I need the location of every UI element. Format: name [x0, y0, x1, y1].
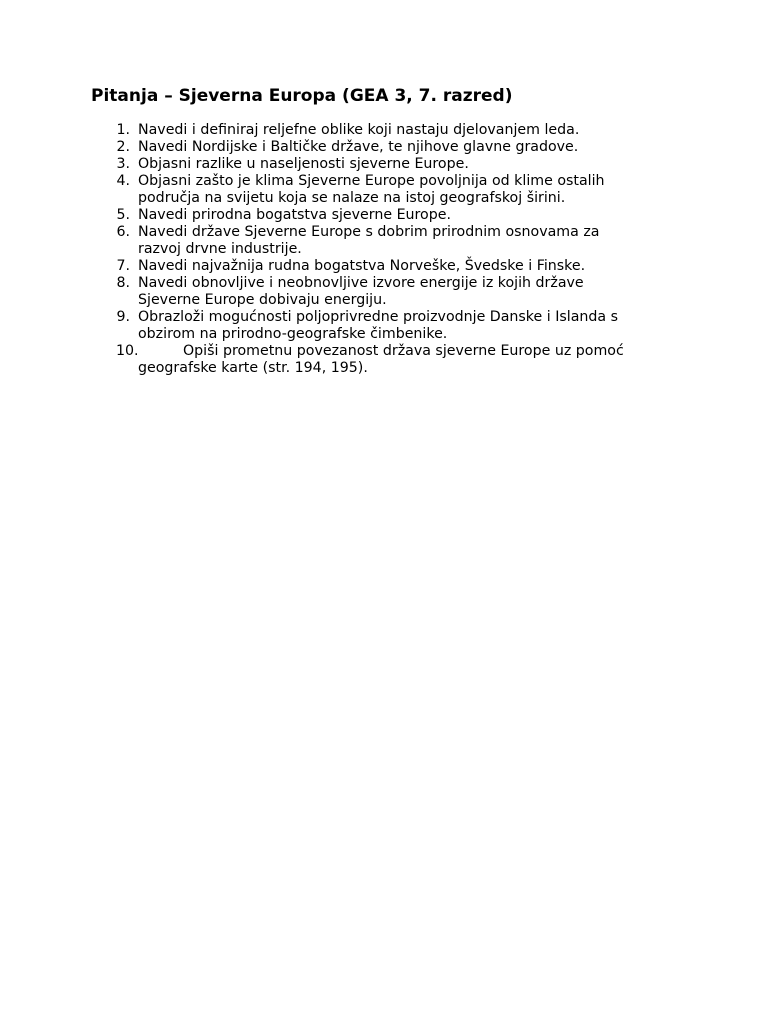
question-text: Obrazloži mogućnosti poljoprivredne proizvodnje Danske i Islanda s [138, 309, 619, 325]
question-text: Navedi prirodna bogatstva sjeverne Europe. [138, 207, 451, 223]
question-number: 8. [116, 275, 130, 291]
list-item [0, 156, 698, 173]
question-number: 6. [116, 224, 130, 240]
question-number: 2. [116, 139, 130, 155]
question-number: 1. [116, 122, 130, 138]
question-number: 9. [116, 309, 130, 325]
question-text-continued: razvoj drvne industrije. [138, 241, 302, 257]
question-text-continued: područja na svijetu koja se nalaze na istoj geografskoj širini. [138, 190, 566, 206]
question-text: Objasni zašto je klima Sjeverne Europe povoljnija od klime ostalih [138, 173, 605, 189]
list-item [0, 207, 698, 224]
list-item [0, 122, 698, 139]
question-text-continued: Sjeverne Europe dobivaju energiju. [138, 292, 387, 308]
question-text-continued: geografske karte (str. 194, 195). [138, 360, 368, 376]
question-text: Navedi obnovljive i neobnovljive izvore energije iz kojih države [138, 275, 584, 291]
list-item [0, 224, 698, 258]
question-number: 10. [116, 343, 139, 359]
question-list [0, 122, 768, 377]
list-item [0, 139, 698, 156]
list-item [0, 343, 698, 377]
question-text: Navedi Nordijske i Baltičke države, te njihove glavne gradove. [138, 139, 579, 155]
question-number: 3. [116, 156, 130, 172]
question-text: Navedi i definiraj reljefne oblike koji nastaju djelovanjem leda. [138, 122, 580, 138]
question-text-continued: obzirom na prirodno-geografske čimbenike. [138, 326, 448, 342]
question-text: Opiši prometnu povezanost država sjeverne Europe uz pomoć [183, 343, 624, 359]
list-item [0, 275, 698, 309]
question-number: 7. [116, 258, 130, 274]
question-number: 5. [116, 207, 130, 223]
list-item [0, 309, 698, 343]
list-item [0, 258, 698, 275]
question-number: 4. [116, 173, 130, 189]
question-text: Objasni razlike u naseljenosti sjeverne Europe. [138, 156, 469, 172]
list-item [0, 173, 698, 207]
document-title: Pitanja – Sjeverna Europa (GEA 3, 7. razred) [91, 86, 513, 106]
question-text: Navedi najvažnija rudna bogatstva Norveške, Švedske i Finske. [138, 258, 586, 274]
question-text: Navedi države Sjeverne Europe s dobrim prirodnim osnovama za [138, 224, 600, 240]
